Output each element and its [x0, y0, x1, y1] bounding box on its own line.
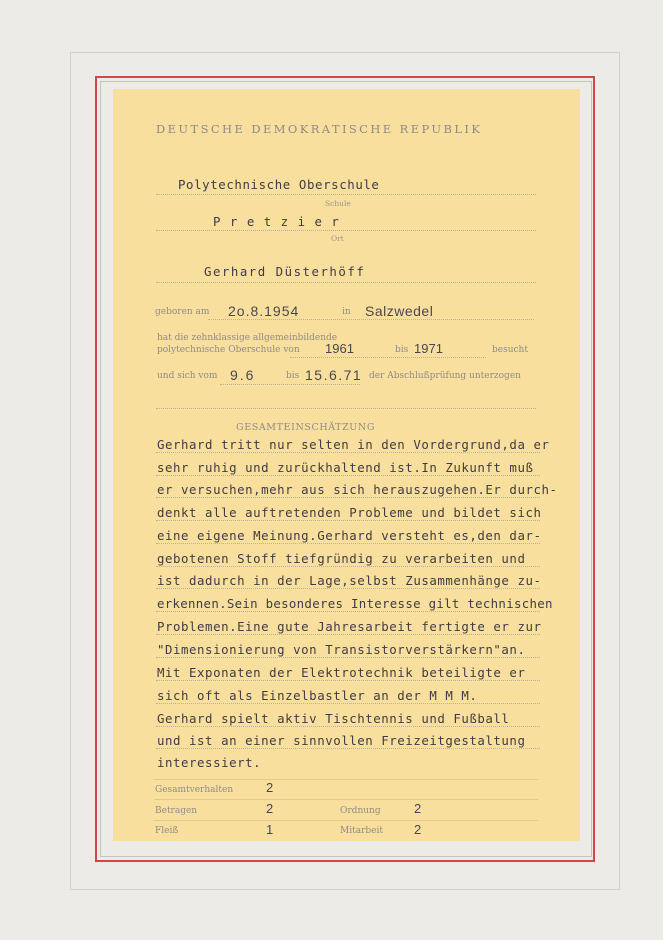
- assessment-line: Mit Exponaten der Elektrotechnik beteiligte er: [157, 665, 526, 680]
- attended-line: [290, 357, 486, 358]
- ruled-line: [156, 680, 540, 681]
- school-line: [156, 194, 536, 195]
- exam-to: 15.6.71: [305, 367, 363, 383]
- ruled-line: [156, 520, 540, 521]
- assessment-line: ist dadurch in der Lage,selbst Zusammenhänge zu-: [157, 573, 542, 588]
- separator-line: [156, 408, 536, 409]
- from-year: 1961: [325, 341, 354, 356]
- conduct-value: 2: [266, 801, 274, 816]
- conduct-label: Betragen: [155, 806, 198, 816]
- place-caption: Ort: [331, 234, 344, 243]
- cooperation-value: 2: [414, 822, 422, 837]
- ruled-line: [156, 657, 540, 658]
- country-title: DEUTSCHE DEMOKRATISCHE REPUBLIK: [156, 122, 483, 136]
- ruled-line: [156, 726, 540, 727]
- place-line: [156, 230, 536, 231]
- born-date: 2o.8.1954: [228, 303, 300, 319]
- assessment-heading: GESAMTEINSCHÄTZUNG: [236, 422, 376, 433]
- exam-label2: der Abschlußprüfung unterzogen: [369, 371, 521, 381]
- ruled-line: [156, 566, 540, 567]
- ruled-line: [156, 611, 540, 612]
- to-label: bis: [395, 345, 409, 355]
- school-type: Polytechnische Oberschule: [178, 177, 380, 192]
- assessment-line: interessiert.: [157, 755, 262, 770]
- order-value: 2: [414, 801, 422, 816]
- attended-line2: polytechnische Oberschule von: [157, 345, 300, 355]
- exam-to-label: bis: [286, 371, 300, 381]
- born-line: [208, 319, 534, 320]
- assessment-line: eine eigene Meinung.Gerhard versteht es,den dar-: [157, 528, 542, 543]
- cooperation-label: Mitarbeit: [340, 826, 383, 836]
- born-place: Salzwedel: [365, 303, 434, 319]
- assessment-line: und ist an einer sinnvollen Freizeitgestaltung: [157, 733, 526, 748]
- order-label: Ordnung: [340, 806, 381, 816]
- attended-line1: hat die zehnklassige allgemeinbildende: [157, 333, 338, 343]
- place-name: P r e t z i e r: [213, 214, 340, 229]
- assessment-line: er versuchen,mehr aus sich herauszugehen.Er durch-: [157, 482, 558, 497]
- ruled-line: [156, 634, 540, 635]
- assessment-line: gebotenen Stoff tiefgründig zu verarbeiten und: [157, 551, 526, 566]
- assessment-line: sehr ruhig und zurückhaltend ist.In Zukunft muß: [157, 460, 534, 475]
- assessment-line: denkt alle auftretenden Probleme und bildet sich: [157, 505, 542, 520]
- diligence-label: Fleiß: [155, 826, 179, 836]
- born-label: geboren am: [155, 307, 210, 317]
- ruled-line: [156, 452, 540, 453]
- assessment-line: Gerhard spielt aktiv Tischtennis und Fußball: [157, 711, 510, 726]
- grades-rule: [154, 820, 538, 821]
- assessment-line: Gerhard tritt nur selten in den Vordergrund,da er: [157, 437, 550, 452]
- name-line: [156, 282, 536, 283]
- overall-value: 2: [266, 780, 274, 795]
- school-caption: Schule: [325, 199, 351, 208]
- student-name: Gerhard Düsterhöff: [204, 264, 366, 279]
- grades-rule: [154, 799, 538, 800]
- ruled-line: [156, 497, 540, 498]
- ruled-line: [156, 703, 540, 704]
- overall-label: Gesamtverhalten: [155, 785, 234, 795]
- assessment-line: erkennen.Sein besonderes Interesse gilt technischen: [157, 596, 553, 611]
- assessment-line: "Dimensionierung von Transistorverstärkern"an.: [157, 642, 526, 657]
- exam-line: [220, 384, 360, 385]
- exam-label1: und sich vom: [157, 371, 218, 381]
- ruled-line: [156, 588, 540, 589]
- born-in-label: in: [342, 307, 351, 317]
- assessment-line: sich oft als Einzelbastler an der M M M.: [157, 688, 478, 703]
- to-year: 1971: [414, 341, 443, 356]
- diligence-value: 1: [266, 822, 274, 837]
- ruled-line: [156, 475, 540, 476]
- grades-rule-top: [154, 779, 538, 780]
- exam-from: 9.6: [230, 367, 256, 383]
- visited-label: besucht: [492, 345, 528, 355]
- ruled-line: [156, 748, 540, 749]
- assessment-line: Problemen.Eine gute Jahresarbeit fertigte er zur: [157, 619, 542, 634]
- ruled-line: [156, 543, 540, 544]
